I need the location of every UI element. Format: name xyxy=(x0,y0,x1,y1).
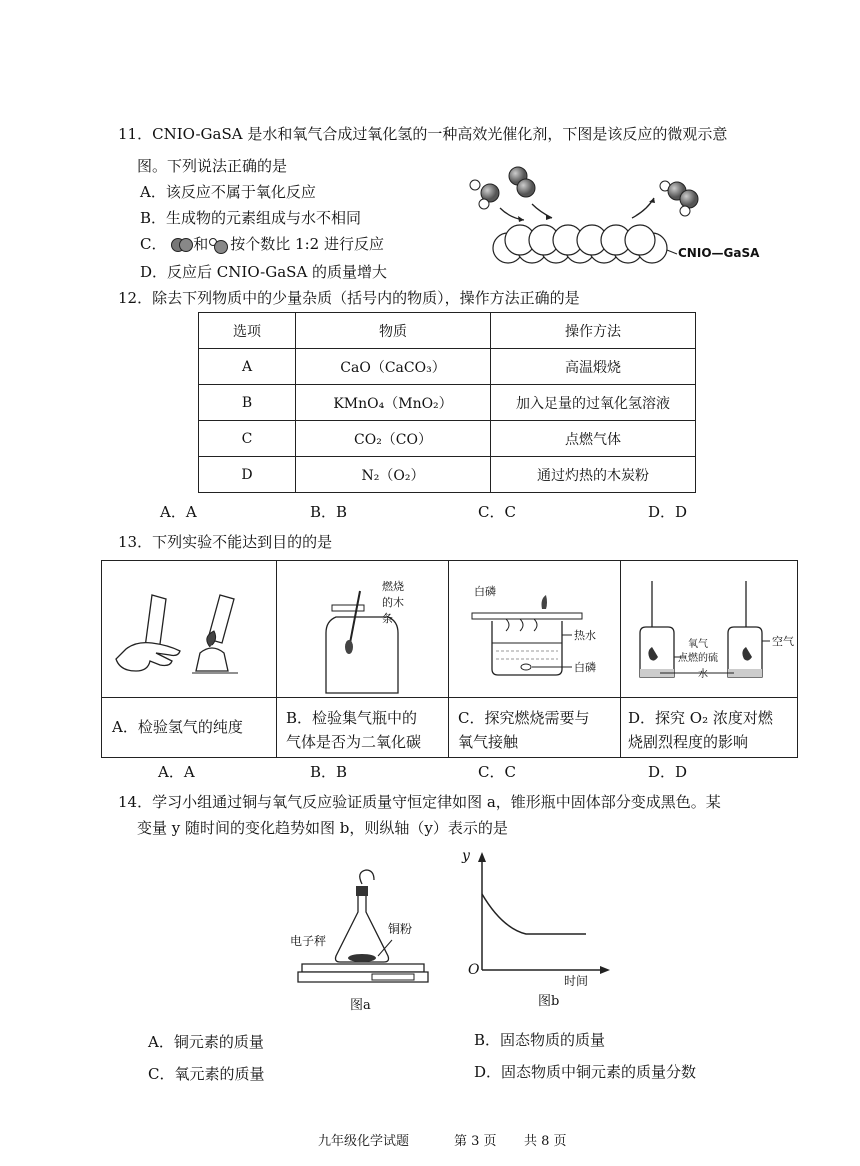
q14-option-a: A．铜元素的质量 xyxy=(148,1033,264,1051)
footer-page: 第 3 页 xyxy=(454,1134,497,1149)
table-header: 操作方法 xyxy=(491,313,696,349)
table-cell: KMnO₄（MnO₂） xyxy=(296,385,491,421)
table-cell: 加入足量的过氧化氢溶液 xyxy=(491,385,696,421)
origin-label: O xyxy=(468,962,480,978)
arrow-icon xyxy=(532,204,552,218)
flame-icon xyxy=(345,640,353,654)
burning-sulfur-label: 点燃的硫 xyxy=(678,653,718,664)
q12-answer-a: A．A xyxy=(160,503,197,521)
table-cell: CO₂（CO） xyxy=(296,421,491,457)
hydrogen-atom-icon xyxy=(470,180,480,190)
water-molecule-icon xyxy=(208,235,230,255)
q12-table xyxy=(198,312,696,493)
caption-c xyxy=(458,706,589,754)
footer-subject: 九年级化学试题 xyxy=(318,1134,410,1149)
q14-option-d: D．固态物质中铜元素的质量分数 xyxy=(474,1063,697,1081)
q12-stem: 12．除去下列物质中的少量杂质（括号内的物质），操作方法正确的是 xyxy=(118,289,580,307)
copper-powder-label: 铜粉 xyxy=(388,922,413,936)
table-cell: 高温煅烧 xyxy=(491,349,696,385)
table-cell: C xyxy=(199,421,296,457)
q12-answer-c: C．C xyxy=(478,503,516,521)
electronic-scale-icon xyxy=(302,964,424,972)
figure-a-apparatus xyxy=(296,864,436,984)
hydrogen-atom-icon xyxy=(479,199,489,209)
caption-line: D．探究 O₂ 浓度对燃 xyxy=(628,709,773,727)
q11-option-d: D．反应后 CNIO-GaSA 的质量增大 xyxy=(140,263,388,281)
caption-b xyxy=(286,706,421,754)
q11-stem-line1: 11．CNIO-GaSA 是水和氧气合成过氧化氢的一种高效光催化剂，下图是该反应的微观示意 xyxy=(118,125,728,143)
catalyst-surface xyxy=(493,225,667,263)
hydrogen-purity-figure xyxy=(112,583,272,693)
q11-stem-line2: 图。下列说法正确的是 xyxy=(137,157,288,175)
alcohol-lamp-icon xyxy=(196,648,228,671)
table-row xyxy=(199,349,696,385)
flame-icon xyxy=(542,595,548,609)
water-label: 水 xyxy=(698,669,708,680)
table-cell: 通过灼热的木炭粉 xyxy=(491,457,696,493)
hot-water-label: 热水 xyxy=(574,629,596,642)
q11-option-c-and: 和 xyxy=(193,235,209,253)
table-header: 物质 xyxy=(296,313,491,349)
copper-plate-icon xyxy=(472,613,582,619)
burning-stick-label-line: 条 xyxy=(382,612,393,625)
hydrogen-atom-icon xyxy=(680,206,690,216)
table-cell: A xyxy=(199,349,296,385)
q13-answer-a: A．A xyxy=(158,763,195,781)
white-phosphorus-bottom-label: 白磷 xyxy=(574,661,596,674)
q11-option-c-prefix: C． xyxy=(140,235,167,253)
oxygen-molecule-icon xyxy=(171,235,193,255)
caption-line: 烧剧烈程度的影响 xyxy=(628,733,749,751)
caption-d xyxy=(628,706,773,754)
table-cell: N₂（O₂） xyxy=(296,457,491,493)
balloon-icon xyxy=(360,870,374,884)
table-row xyxy=(199,457,696,493)
table-header: 选项 xyxy=(199,313,296,349)
hand-icon xyxy=(116,643,180,671)
q11-option-a: A．该反应不属于氧化反应 xyxy=(140,183,316,201)
electronic-scale-label: 电子秤 xyxy=(290,934,327,948)
x-axis-label: 时间 xyxy=(564,974,589,988)
q14-stem-line2: 变量 y 随时间的变化趋势如图 b，则纵轴（y）表示的是 xyxy=(137,819,508,837)
table-cell: 点燃气体 xyxy=(491,421,696,457)
table-cell: CaO（CaCO₃） xyxy=(296,349,491,385)
sulfur-combustion-figure xyxy=(630,577,790,695)
caption-line: 气体是否为二氧化碳 xyxy=(286,733,422,751)
q14-option-b: B．固态物质的质量 xyxy=(474,1031,606,1049)
burning-stick-figure xyxy=(292,577,442,695)
q13-stem: 13．下列实验不能达到目的的是 xyxy=(118,533,333,551)
burning-stick-label xyxy=(382,579,406,627)
table-cell: B xyxy=(199,385,296,421)
q12-answer-b: B．B xyxy=(310,503,348,521)
q14-option-c: C．氧元素的质量 xyxy=(148,1065,265,1083)
caption-line: 氧气接触 xyxy=(458,733,519,751)
q11-option-c-suffix: 按个数比 1:2 进行反应 xyxy=(230,235,384,253)
caption-a xyxy=(112,717,243,737)
catalyst-label: CNIO—GaSA xyxy=(678,246,760,260)
gas-jar-icon xyxy=(326,617,398,693)
figure-a-caption: 图a xyxy=(350,998,371,1013)
caption-line: A．检验氢气的纯度 xyxy=(112,718,243,736)
q13-experiment-table xyxy=(101,560,798,758)
footer-total: 共 8 页 xyxy=(524,1134,567,1149)
burning-stick-label-line: 的木 xyxy=(382,596,404,609)
oxygen-atom-icon xyxy=(517,179,535,197)
y-axis-label: y xyxy=(462,848,470,864)
caption-line: C．探究燃烧需要与 xyxy=(458,709,590,727)
oxygen-atom-icon xyxy=(680,190,698,208)
trend-curve xyxy=(482,894,586,934)
conical-flask-icon xyxy=(336,896,389,962)
caption-line: B．检验集气瓶中的 xyxy=(286,709,418,727)
table-row xyxy=(199,385,696,421)
stopper-icon xyxy=(356,886,368,896)
q13-answer-d: D．D xyxy=(648,763,688,781)
q13-answer-c: C．C xyxy=(478,763,516,781)
q13-answer-b: B．B xyxy=(310,763,348,781)
figure-b-caption: 图b xyxy=(538,994,560,1009)
air-label: 空气 xyxy=(772,635,794,648)
q12-answer-d: D．D xyxy=(648,503,688,521)
table-row xyxy=(199,421,696,457)
flame-icon xyxy=(207,631,216,647)
burning-stick-label-line: 燃烧 xyxy=(382,580,404,593)
q11-option-c xyxy=(140,234,384,255)
oxygen-label: 氧气 xyxy=(688,639,708,650)
q14-stem-line1: 14．学习小组通过铜与氧气反应验证质量守恒定律如图 a，锥形瓶中固体部分变成黑色。某 xyxy=(118,793,721,811)
table-cell: D xyxy=(199,457,296,493)
white-phosphorus-top-label: 白磷 xyxy=(474,585,496,598)
q11-option-b: B．生成物的元素组成与水不相同 xyxy=(140,209,362,227)
figure-b-graph xyxy=(466,848,616,978)
